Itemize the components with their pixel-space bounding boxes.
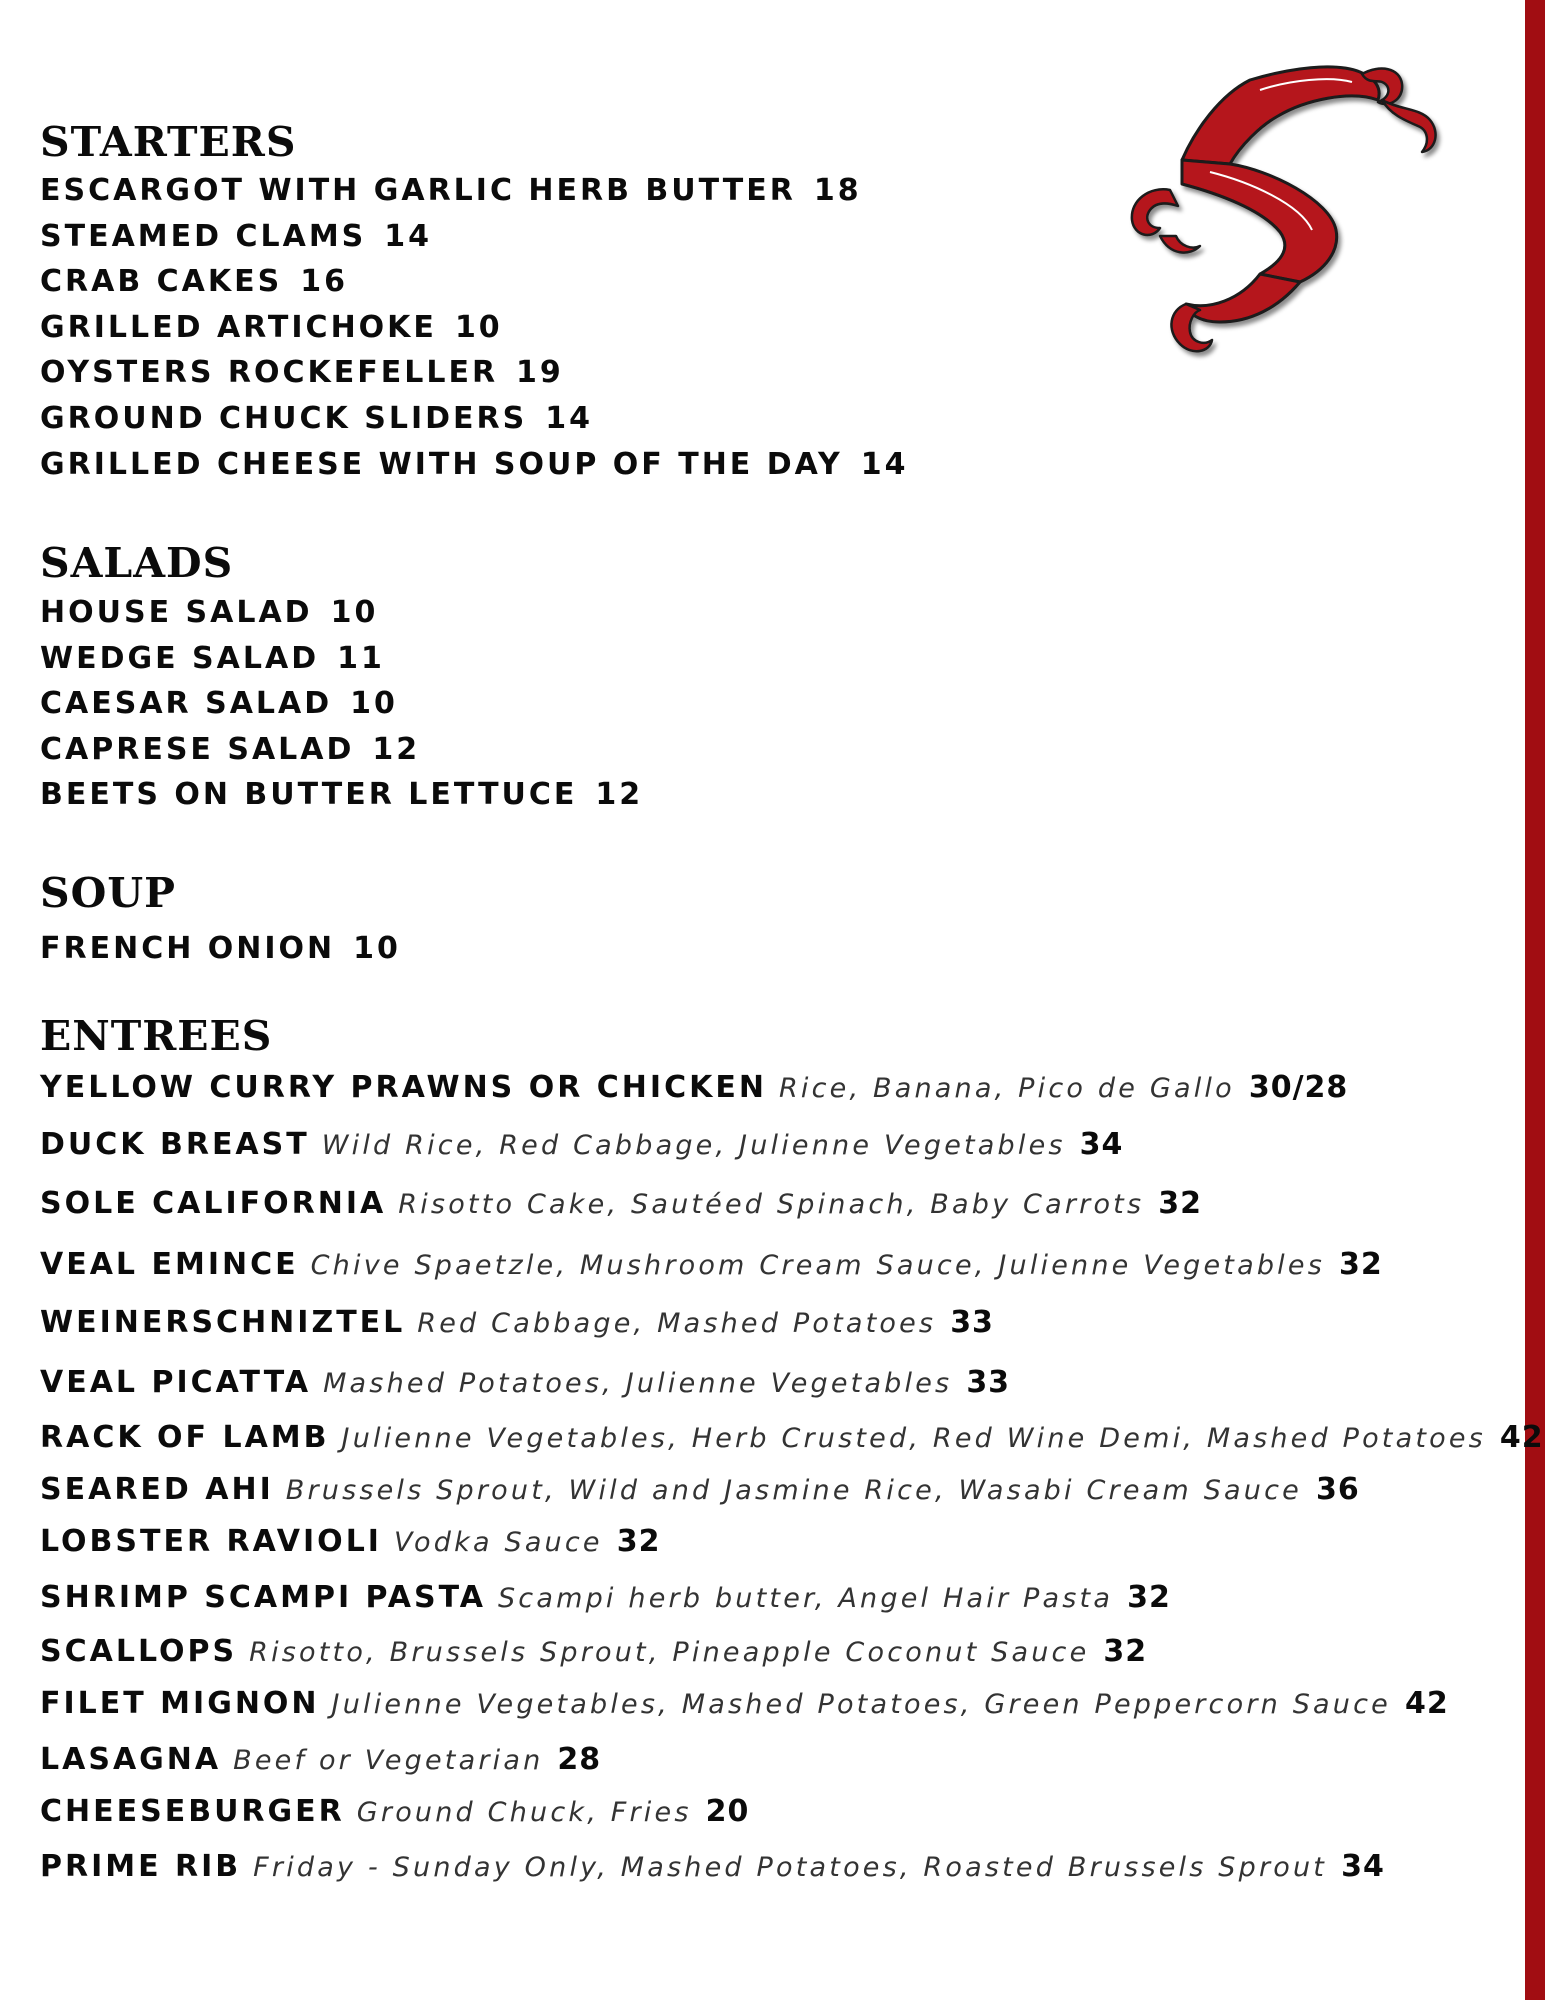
item-name: CAPRESE SALAD: [40, 731, 355, 767]
list-item: [40, 931, 401, 966]
list-item: [40, 1580, 1171, 1615]
item-price: 34: [1341, 1849, 1385, 1884]
item-price: 30/28: [1248, 1070, 1349, 1105]
item-name: LOBSTER RAVIOLI: [40, 1524, 382, 1559]
item-price: 11: [337, 640, 385, 676]
item-name: PRIME RIB: [40, 1849, 242, 1884]
list-item: [40, 1070, 1349, 1105]
item-name: STEAMED CLAMS: [40, 218, 367, 254]
item-name: FRENCH ONION: [40, 931, 336, 966]
list-item: [40, 1849, 1385, 1884]
item-price: 36: [1315, 1472, 1360, 1507]
item-name: LASAGNA: [40, 1742, 222, 1777]
list-item: [40, 264, 348, 300]
list-item: [40, 446, 909, 482]
item-price: 33: [950, 1305, 994, 1340]
list-item: [40, 1186, 1202, 1221]
list-item: [40, 355, 564, 391]
item-name: HOUSE SALAD: [40, 595, 313, 630]
item-name: DUCK BREAST: [40, 1127, 310, 1162]
item-price: 16: [300, 264, 348, 300]
list-item: [40, 731, 421, 767]
list-item: [40, 640, 385, 676]
item-name: WEINERSCHNIZTEL: [40, 1305, 406, 1340]
soup-title: SOUP: [40, 869, 176, 917]
list-item: [40, 1420, 1544, 1455]
starters-title: STARTERS: [40, 118, 297, 166]
item-name: FILET MIGNON: [40, 1686, 320, 1721]
item-name: GROUND CHUCK SLIDERS: [40, 401, 528, 436]
item-description: Risotto Cake, Sautéed Spinach, Baby Carrots: [398, 1189, 1145, 1220]
item-price: 12: [372, 731, 421, 767]
item-name: CAESAR SALAD: [40, 686, 333, 721]
item-description: Rice, Banana, Pico de Gallo: [778, 1073, 1235, 1104]
item-price: 42: [1499, 1420, 1544, 1455]
item-price: 14: [384, 218, 433, 254]
item-name: VEAL EMINCE: [40, 1247, 299, 1282]
item-price: 19: [516, 355, 564, 391]
list-item: [40, 686, 398, 721]
item-price: 10: [330, 595, 379, 630]
item-price: 28: [557, 1742, 602, 1777]
item-price: 34: [1079, 1127, 1124, 1162]
monogram-s-logo-icon: [1100, 60, 1460, 380]
list-item: [40, 1472, 1360, 1507]
item-description: Scampi herb butter, Angel Hair Pasta: [497, 1583, 1114, 1614]
item-price: 10: [350, 686, 398, 721]
list-item: [40, 1686, 1449, 1721]
item-price: 32: [1103, 1634, 1148, 1669]
item-name: WEDGE SALAD: [40, 640, 320, 676]
item-price: 33: [966, 1365, 1011, 1400]
list-item: [40, 777, 644, 812]
item-price: 32: [1338, 1247, 1383, 1282]
item-description: Ground Chuck, Fries: [356, 1797, 692, 1828]
item-description: Julienne Vegetables, Herb Crusted, Red Wine Demi, Mashed Potatoes: [341, 1423, 1486, 1454]
item-price: 10: [454, 309, 503, 345]
item-description: Friday - Sunday Only, Mashed Potatoes, Roasted Brussels Sprout: [253, 1852, 1328, 1883]
item-name: OYSTERS ROCKEFELLER: [40, 355, 499, 391]
item-name: YELLOW CURRY PRAWNS OR CHICKEN: [40, 1070, 767, 1105]
item-name: ESCARGOT WITH GARLIC HERB BUTTER: [40, 173, 796, 208]
item-name: SEARED AHI: [40, 1472, 274, 1507]
list-item: [40, 1365, 1011, 1400]
item-description: Mashed Potatoes, Julienne Vegetables: [323, 1368, 953, 1399]
item-name: SOLE CALIFORNIA: [40, 1186, 387, 1221]
item-description: Wild Rice, Red Cabbage, Julienne Vegetables: [321, 1130, 1066, 1161]
item-name: SCALLOPS: [40, 1634, 238, 1669]
item-price: 14: [860, 446, 909, 482]
item-name: SHRIMP SCAMPI PASTA: [40, 1580, 486, 1615]
list-item: [40, 1742, 602, 1777]
list-item: [40, 309, 503, 345]
item-name: BEETS ON BUTTER LETTUCE: [40, 777, 578, 812]
item-name: GRILLED ARTICHOKE: [40, 309, 437, 345]
list-item: [40, 401, 593, 436]
list-item: [40, 1524, 661, 1559]
item-price: 42: [1404, 1686, 1449, 1721]
item-price: 32: [1158, 1186, 1202, 1221]
item-description: Red Cabbage, Mashed Potatoes: [417, 1308, 937, 1339]
item-name: RACK OF LAMB: [40, 1420, 330, 1455]
item-description: Risotto, Brussels Sprout, Pineapple Coconut Sauce: [249, 1637, 1090, 1668]
item-name: VEAL PICATTA: [40, 1365, 312, 1400]
item-description: Vodka Sauce: [393, 1527, 603, 1558]
list-item: [40, 1127, 1124, 1162]
list-item: [40, 595, 379, 630]
item-price: 32: [616, 1524, 661, 1559]
item-price: 10: [353, 931, 401, 966]
item-name: GRILLED CHEESE WITH SOUP OF THE DAY: [40, 446, 843, 482]
item-price: 32: [1127, 1580, 1171, 1615]
list-item: [40, 1305, 994, 1340]
item-price: 20: [705, 1794, 750, 1829]
item-description: Brussels Sprout, Wild and Jasmine Rice, Wasabi Cream Sauce: [285, 1475, 1302, 1506]
item-price: 14: [545, 401, 593, 436]
item-description: Julienne Vegetables, Mashed Potatoes, Green Peppercorn Sauce: [331, 1689, 1391, 1720]
item-description: Chive Spaetzle, Mushroom Cream Sauce, Julienne Vegetables: [310, 1250, 1325, 1281]
item-name: CRAB CAKES: [40, 264, 283, 300]
item-price: 18: [813, 173, 862, 208]
item-description: Beef or Vegetarian: [233, 1745, 544, 1776]
item-name: CHEESEBURGER: [40, 1794, 345, 1829]
list-item: [40, 173, 862, 208]
list-item: [40, 1794, 750, 1829]
entrees-title: ENTREES: [40, 1012, 273, 1060]
item-price: 12: [595, 777, 644, 812]
salads-title: SALADS: [40, 539, 234, 587]
red-border-bar: [1525, 0, 1545, 2000]
list-item: [40, 218, 433, 254]
list-item: [40, 1247, 1383, 1282]
list-item: [40, 1634, 1148, 1669]
